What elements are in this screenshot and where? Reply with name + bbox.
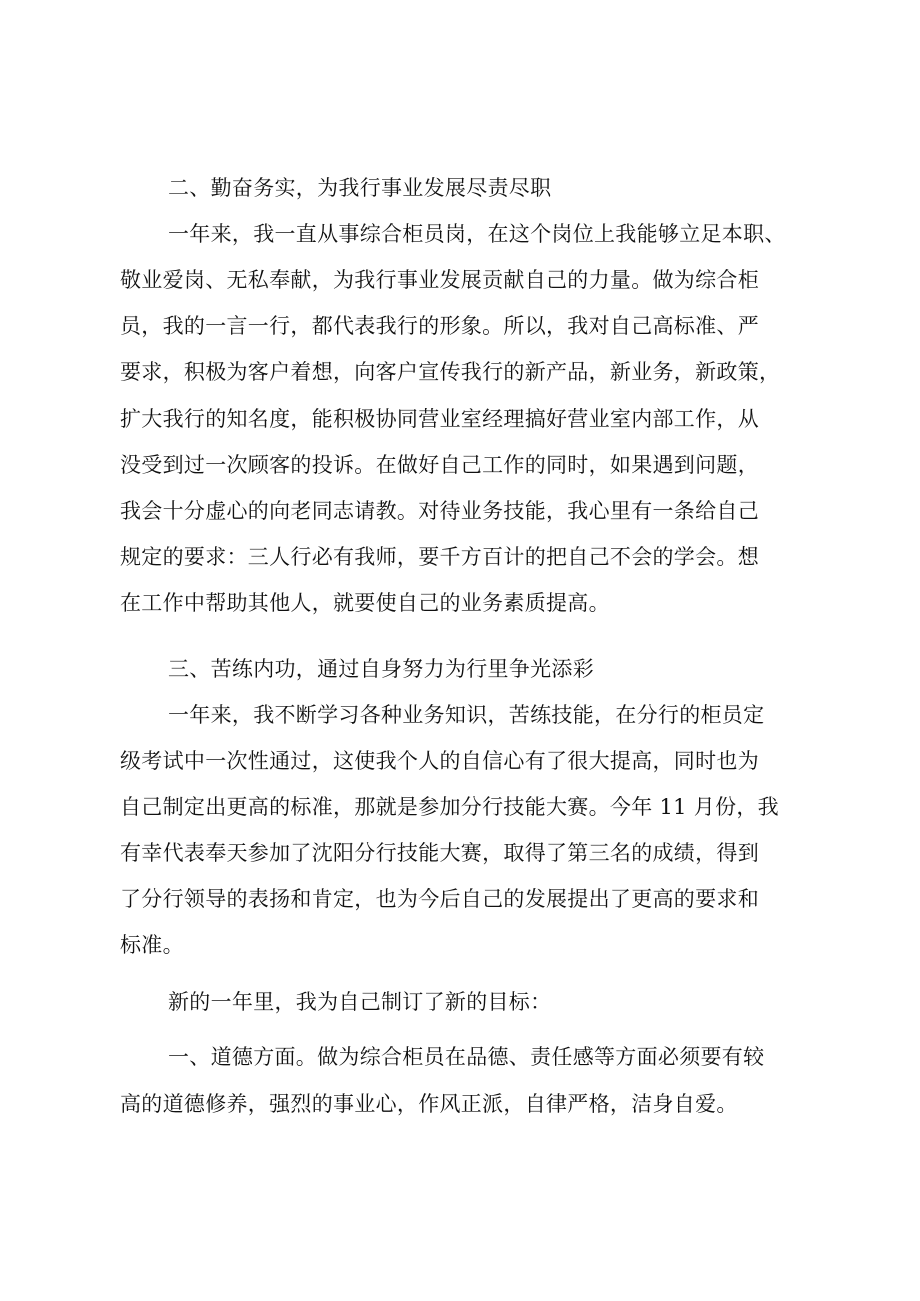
paragraph-line: 级考试中一次性通过，这使我个人的自信心有了很大提高，同时也为 xyxy=(120,749,759,773)
section-heading-3: 三、苦练内功，通过自身努力为行里争光添彩 xyxy=(168,657,594,681)
paragraph-line: 扩大我行的知名度，能积极协同营业室经理搞好营业室内部工作，从 xyxy=(120,407,759,431)
paragraph-line: 在工作中帮助其他人，就要使自己的业务素质提高。 xyxy=(120,591,610,615)
paragraph-line: 高的道德修养，强烈的事业心，作风正派，自律严格，洁身自爱。 xyxy=(120,1092,738,1116)
paragraph-line: 新的一年里，我为自己制订了新的目标： xyxy=(168,990,552,1014)
paragraph-line: 一年来，我一直从事综合柜员岗，在这个岗位上我能够立足本职、 xyxy=(168,222,786,246)
paragraph-line: 我会十分虚心的向老同志请教。对待业务技能，我心里有一条给自己 xyxy=(120,499,759,523)
paragraph-line: 了分行领导的表扬和肯定，也为今后自己的发展提出了更高的要求和 xyxy=(120,887,759,911)
paragraph-line: 自己制定出更高的标准，那就是参加分行技能大赛。今年 11 月份，我 xyxy=(120,795,779,819)
paragraph-line: 一、道德方面。做为综合柜员在品德、责任感等方面必须要有较 xyxy=(168,1045,765,1069)
paragraph-line: 有幸代表奉天参加了沈阳分行技能大赛，取得了第三名的成绩，得到 xyxy=(120,841,759,865)
section-heading-2: 二、勤奋务实，为我行事业发展尽责尽职 xyxy=(168,176,552,200)
paragraph-line: 敬业爱岗、无私奉献，为我行事业发展贡献自己的力量。做为综合柜 xyxy=(120,268,759,292)
paragraph-line: 规定的要求：三人行必有我师，要千方百计的把自己不会的学会。想 xyxy=(120,545,759,569)
paragraph-line: 一年来，我不断学习各种业务知识，苦练技能，在分行的柜员定 xyxy=(168,703,765,727)
paragraph-line: 没受到过一次顾客的投诉。在做好自己工作的同时，如果遇到问题， xyxy=(120,453,759,477)
paragraph-line: 员，我的一言一行，都代表我行的形象。所以，我对自己高标准、严 xyxy=(120,314,759,338)
paragraph-line: 要求，积极为客户着想，向客户宣传我行的新产品，新业务，新政策， xyxy=(120,360,781,384)
paragraph-line: 标准。 xyxy=(120,933,184,957)
